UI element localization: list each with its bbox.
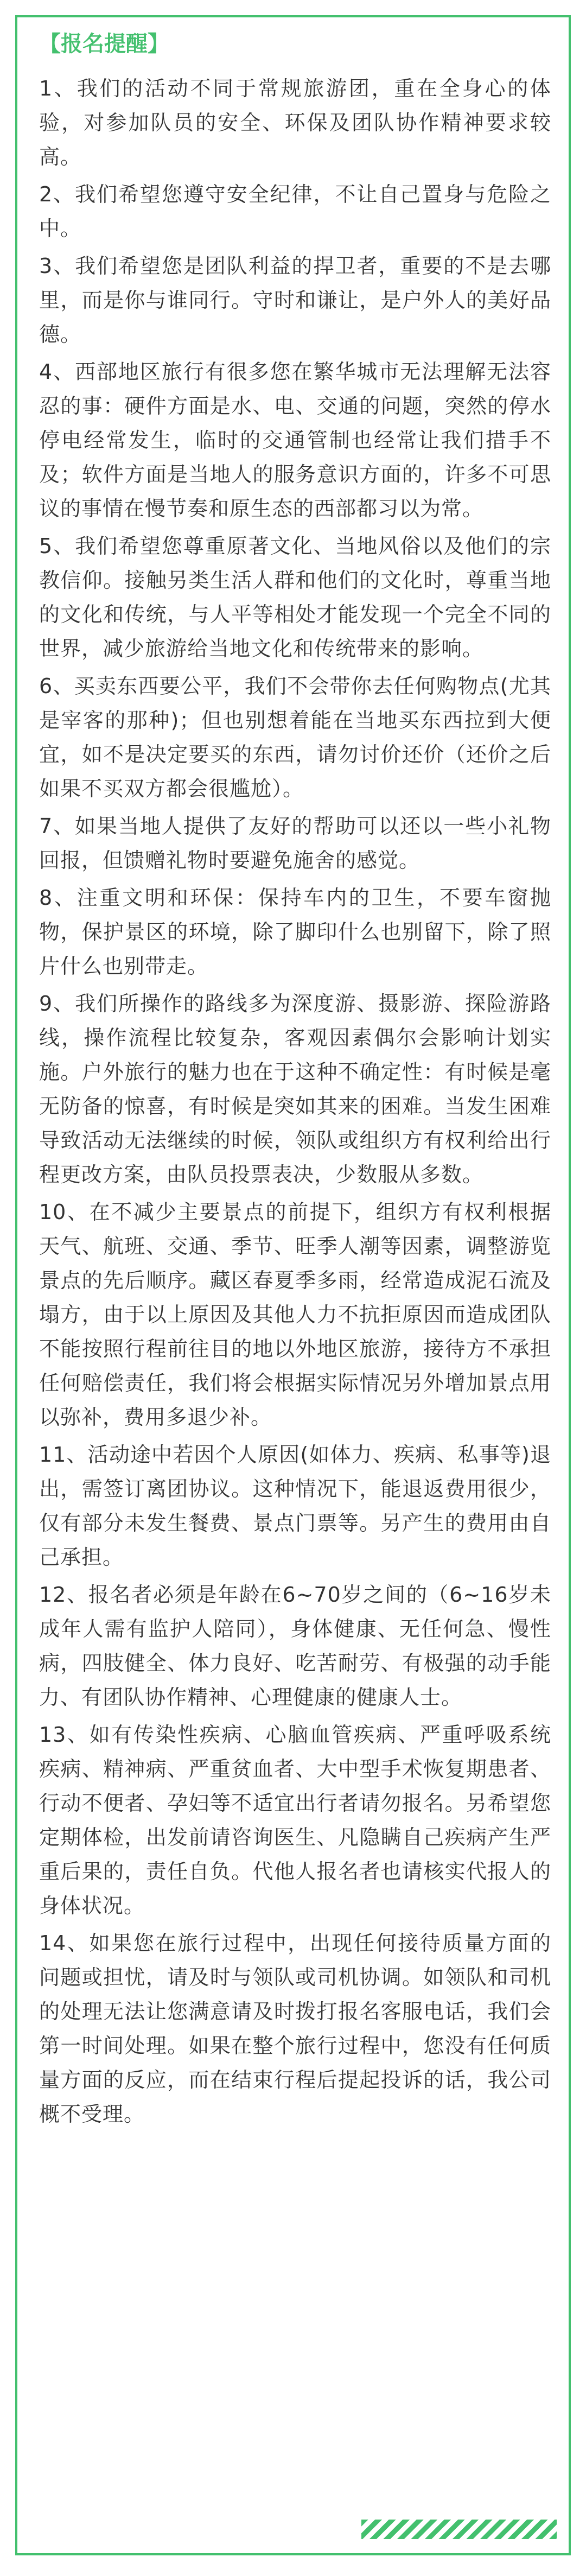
notice-item-12: 12、报名者必须是年龄在6~70岁之间的（6~16岁未成年人需有监护人陪同），身体健康、无任何急、慢性病，四肢健全、体力良好、吃苦耐劳、有极强的动手能力、有团队协作精神、心理健康的健康人士。	[39, 1583, 551, 1709]
notice-heading: 【报名提醒】	[39, 31, 169, 56]
notice-item-1: 1、我们的活动不同于常规旅游团，重在全身心的体验，对参加队员的安全、环保及团队协作精神要求较高。	[39, 77, 551, 169]
notice-item-11: 11、活动途中若因个人原因(如体力、疾病、私事等)退出，需签订离团协议。这种情况下，能退返费用很少，仅有部分未发生餐费、景点门票等。另产生的费用由自己承担。	[39, 1443, 551, 1569]
notice-card	[15, 15, 571, 2555]
notice-item-9: 9、我们所操作的路线多为深度游、摄影游、探险游路线，操作流程比较复杂，客观因素偶尔会影响计划实施。户外旅行的魅力也在于这种不确定性：有时候是毫无防备的惊喜，有时候是突如其来的困难。当发生困难导致活动无法继续的时候，领队或组织方有权利给出行程更改方案，由队员投票表决，少数服从多数。	[39, 992, 551, 1187]
notice-item-7: 7、如果当地人提供了友好的帮助可以还以一些小礼物回报，但馈赠礼物时要避免施舍的感觉。	[39, 814, 551, 872]
notice-item-8: 8、注重文明和环保：保持车内的卫生，不要车窗抛物，保护景区的环境，除了脚印什么也别留下，除了照片什么也别带走。	[39, 886, 551, 978]
notice-item-3: 3、我们希望您是团队利益的捍卫者，重要的不是去哪里，而是你与谁同行。守时和谦让，是户外人的美好品德。	[39, 254, 551, 346]
notice-item-10: 10、在不减少主要景点的前提下，组织方有权利根据天气、航班、交通、季节、旺季人潮等因素，调整游览景点的先后顺序。藏区春夏季多雨，经常造成泥石流及塌方，由于以上原因及其他人力不抗拒原因而造成团队不能按照行程前往目的地以外地区旅游，接待方不承担任何赔偿责任，我们将会根据实际情况另外增加景点用以弥补，费用多退少补。	[39, 1200, 551, 1429]
decorative-stripes	[361, 2520, 557, 2539]
notice-item-13: 13、如有传染性疾病、心脑血管疾病、严重呼吸系统疾病、精神病、严重贫血者、大中型手术恢复期患者、行动不便者、孕妇等不适宜出行者请勿报名。另希望您定期体检，出发前请咨询医生、凡隐瞒自己疾病产生严重后果的，责任自负。代他人报名者也请核实代报人的身体状况。	[39, 1723, 551, 1918]
notice-content	[39, 27, 551, 2135]
notice-item-2: 2、我们希望您遵守安全纪律，不让自己置身与危险之中。	[39, 182, 551, 240]
notice-item-5: 5、我们希望您尊重原著文化、当地风俗以及他们的宗教信仰。接触另类生活人群和他们的文化时，尊重当地的文化和传统，与人平等相处才能发现一个完全不同的世界，减少旅游给当地文化和传统带来的影响。	[39, 534, 551, 661]
notice-item-4: 4、西部地区旅行有很多您在繁华城市无法理解无法容忍的事：硬件方面是水、电、交通的问题，突然的停水停电经常发生，临时的交通管制也经常让我们措手不及；软件方面是当地人的服务意识方面的，许多不可思议的事情在慢节奏和原生态的西部都习以为常。	[39, 360, 551, 521]
notice-item-14: 14、如果您在旅行过程中，出现任何接待质量方面的问题或担忧，请及时与领队或司机协调。如领队和司机的处理无法让您满意请及时拨打报名客服电话，我们会第一时间处理。如果在整个旅行过程中，您没有任何质量方面的反应，而在结束行程后提起投诉的话，我公司概不受理。	[39, 1931, 551, 2126]
notice-item-6: 6、买卖东西要公平，我们不会带你去任何购物点(尤其是宰客的那种)；但也别想着能在当地买东西拉到大便宜，如不是决定要买的东西，请勿讨价还价（还价之后如果不买双方都会很尴尬）。	[39, 674, 551, 801]
